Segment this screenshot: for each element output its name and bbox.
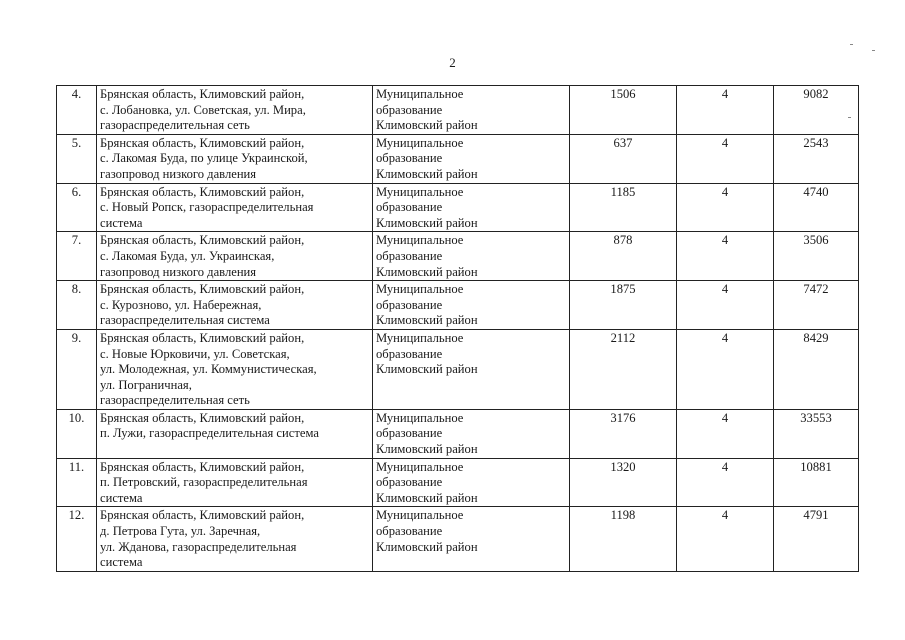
row-value: 33553 bbox=[774, 409, 859, 458]
gas-network-table bbox=[56, 85, 859, 572]
table-row bbox=[57, 232, 859, 281]
row-number: 6. bbox=[57, 183, 97, 232]
row-length: 878 bbox=[570, 232, 677, 281]
row-number: 8. bbox=[57, 281, 97, 330]
row-length: 1198 bbox=[570, 507, 677, 571]
row-value: 4791 bbox=[774, 507, 859, 571]
row-address: Брянская область, Климовский район, с. Новый Ропск, газораспределительная система bbox=[97, 183, 373, 232]
page-number: 2 bbox=[449, 55, 456, 70]
row-number: 5. bbox=[57, 134, 97, 183]
row-owner: Муниципальное образование Климовский район bbox=[373, 232, 570, 281]
row-number: 10. bbox=[57, 409, 97, 458]
row-address: Брянская область, Климовский район, с. Новые Юрковичи, ул. Советская, ул. Молодежная, ул. Коммунистическая, ул. Пограничная, газораспределительная сеть bbox=[97, 329, 373, 409]
row-length: 1875 bbox=[570, 281, 677, 330]
row-category: 4 bbox=[677, 183, 774, 232]
row-number: 9. bbox=[57, 329, 97, 409]
row-number: 4. bbox=[57, 86, 97, 135]
scan-speck bbox=[848, 117, 851, 118]
row-length: 1506 bbox=[570, 86, 677, 135]
table-row bbox=[57, 134, 859, 183]
row-category: 4 bbox=[677, 232, 774, 281]
row-owner: Муниципальное образование Климовский район bbox=[373, 134, 570, 183]
table-row bbox=[57, 329, 859, 409]
row-category: 4 bbox=[677, 409, 774, 458]
row-value: 9082 bbox=[774, 86, 859, 135]
row-owner: Муниципальное образование Климовский район bbox=[373, 458, 570, 507]
row-length: 1320 bbox=[570, 458, 677, 507]
table-row bbox=[57, 281, 859, 330]
row-value: 3506 bbox=[774, 232, 859, 281]
table-row bbox=[57, 86, 859, 135]
row-length: 3176 bbox=[570, 409, 677, 458]
row-owner: Муниципальное образование Климовский район bbox=[373, 281, 570, 330]
row-owner: Муниципальное образование Климовский район bbox=[373, 507, 570, 571]
row-address: Брянская область, Климовский район, с. Лакомая Буда, ул. Украинская, газопровод низкого давления bbox=[97, 232, 373, 281]
table-row bbox=[57, 458, 859, 507]
row-address: Брянская область, Климовский район, д. Петрова Гута, ул. Заречная, ул. Жданова, газораспределительная система bbox=[97, 507, 373, 571]
row-length: 1185 bbox=[570, 183, 677, 232]
row-value: 10881 bbox=[774, 458, 859, 507]
row-owner: Муниципальное образование Климовский район bbox=[373, 409, 570, 458]
row-length: 2112 bbox=[570, 329, 677, 409]
row-number: 12. bbox=[57, 507, 97, 571]
row-category: 4 bbox=[677, 281, 774, 330]
table-row bbox=[57, 183, 859, 232]
row-category: 4 bbox=[677, 458, 774, 507]
scan-speck bbox=[850, 44, 853, 45]
row-length: 637 bbox=[570, 134, 677, 183]
table-row bbox=[57, 409, 859, 458]
row-address: Брянская область, Климовский район, п. Петровский, газораспределительная система bbox=[97, 458, 373, 507]
scan-speck bbox=[872, 50, 875, 51]
row-number: 11. bbox=[57, 458, 97, 507]
row-address: Брянская область, Климовский район, с. Лобановка, ул. Советская, ул. Мира, газораспределительная сеть bbox=[97, 86, 373, 135]
row-category: 4 bbox=[677, 507, 774, 571]
row-value: 2543 bbox=[774, 134, 859, 183]
table-row bbox=[57, 507, 859, 571]
row-value: 8429 bbox=[774, 329, 859, 409]
row-value: 4740 bbox=[774, 183, 859, 232]
row-value: 7472 bbox=[774, 281, 859, 330]
row-owner: Муниципальное образование Климовский район bbox=[373, 86, 570, 135]
row-address: Брянская область, Климовский район, с. Курозново, ул. Набережная, газораспределительная система bbox=[97, 281, 373, 330]
row-address: Брянская область, Климовский район, п. Лужи, газораспределительная система bbox=[97, 409, 373, 458]
row-number: 7. bbox=[57, 232, 97, 281]
row-category: 4 bbox=[677, 329, 774, 409]
row-address: Брянская область, Климовский район, с. Лакомая Буда, по улице Украинской, газопровод низкого давления bbox=[97, 134, 373, 183]
row-category: 4 bbox=[677, 134, 774, 183]
row-owner: Муниципальное образование Климовский район bbox=[373, 329, 570, 409]
row-category: 4 bbox=[677, 86, 774, 135]
row-owner: Муниципальное образование Климовский район bbox=[373, 183, 570, 232]
